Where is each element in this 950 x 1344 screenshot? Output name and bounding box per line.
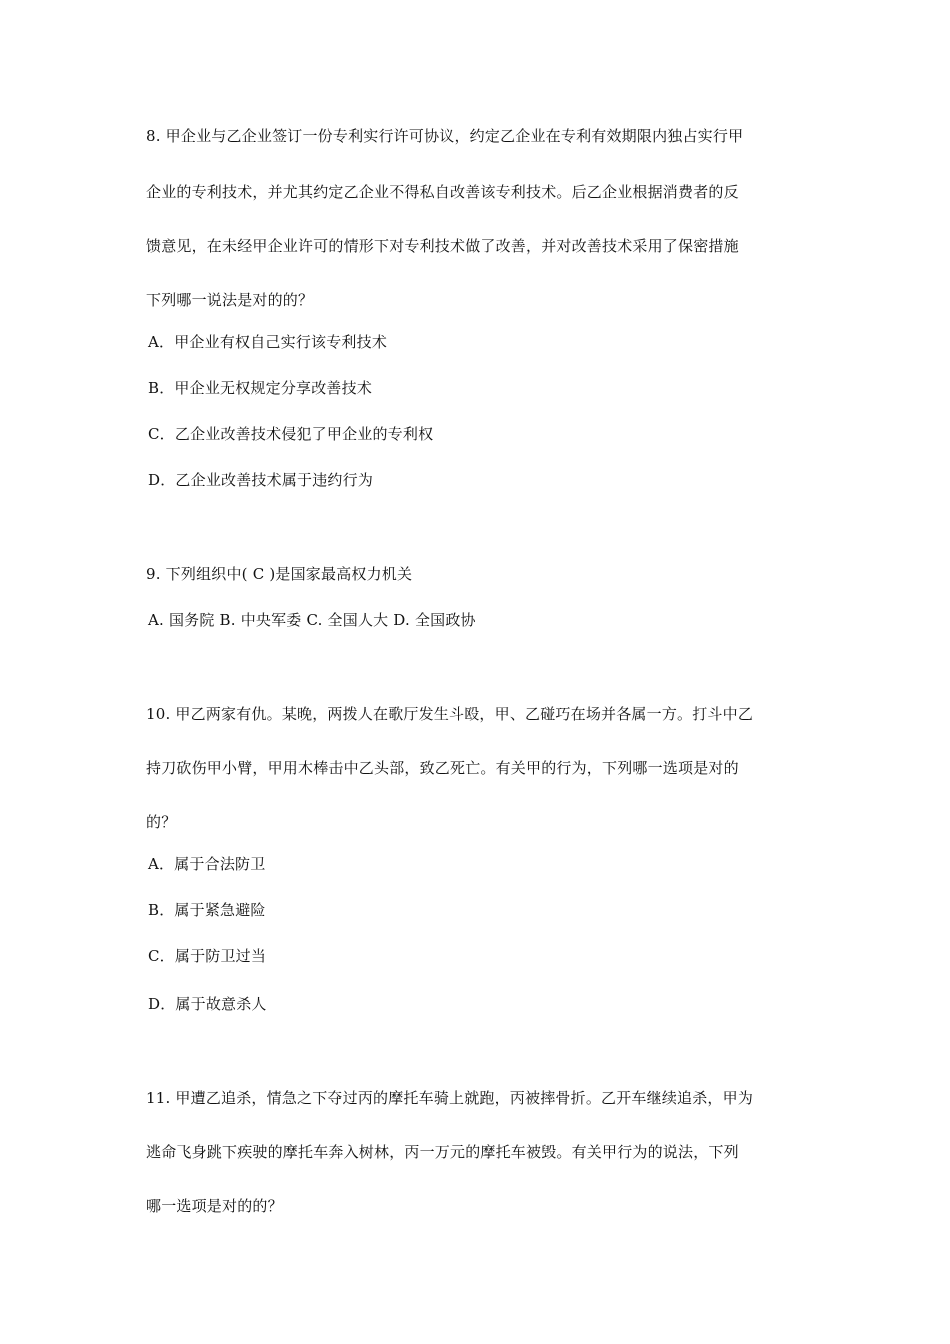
question-11-text-line-2: 逃命飞身跳下疾驶的摩托车奔入树林，丙一万元的摩托车被毁。有关甲行为的说法，下列 <box>146 1143 739 1161</box>
question-10-text-line-1: 10. 甲乙两家有仇。某晚，两拨人在歌厅发生斗殴，甲、乙碰巧在场并各属一方。打斗中乙 <box>146 705 754 723</box>
question-8-option-a: A．甲企业有权自己实行该专利技术 <box>148 333 388 351</box>
question-8-option-d: D．乙企业改善技术属于违约行为 <box>148 471 374 489</box>
question-11-text-line-3: 哪一选项是对的的？ <box>146 1197 283 1215</box>
question-10-option-b: B．属于紧急避险 <box>148 901 266 919</box>
question-10-option-a: A．属于合法防卫 <box>148 855 266 873</box>
question-10-option-c: C．属于防卫过当 <box>148 947 267 965</box>
question-8-option-b: B．甲企业无权规定分享改善技术 <box>148 379 373 397</box>
question-8-text-line-1: 8. 甲企业与乙企业签订一份专利实行许可协议，约定乙企业在专利有效期限内独占实行甲 <box>146 127 744 145</box>
question-9-text-line-1: 9. 下列组织中( C )是国家最高权力机关 <box>146 565 413 583</box>
question-10-text-line-2: 持刀砍伤甲小臂，甲用木棒击中乙头部，致乙死亡。有关甲的行为，下列哪一选项是对的 <box>146 759 739 777</box>
question-8-text-line-3: 馈意见，在未经甲企业许可的情形下对专利技术做了改善，并对改善技术采用了保密措施 <box>146 237 739 255</box>
question-8-text-line-2: 企业的专利技术，并尤其约定乙企业不得私自改善该专利技术。后乙企业根据消费者的反 <box>146 183 739 201</box>
question-9-options: A. 国务院 B. 中央军委 C. 全国人大 D. 全国政协 <box>148 611 476 629</box>
question-10-option-d: D．属于故意杀人 <box>148 995 267 1013</box>
question-10-text-line-3: 的？ <box>146 813 177 831</box>
question-11-text-line-1: 11. 甲遭乙追杀，情急之下夺过丙的摩托车骑上就跑，丙被摔骨折。乙开车继续追杀，甲为 <box>146 1089 754 1107</box>
question-8-option-c: C．乙企业改善技术侵犯了甲企业的专利权 <box>148 425 434 443</box>
question-8-text-line-4: 下列哪一说法是对的的？ <box>146 291 314 309</box>
